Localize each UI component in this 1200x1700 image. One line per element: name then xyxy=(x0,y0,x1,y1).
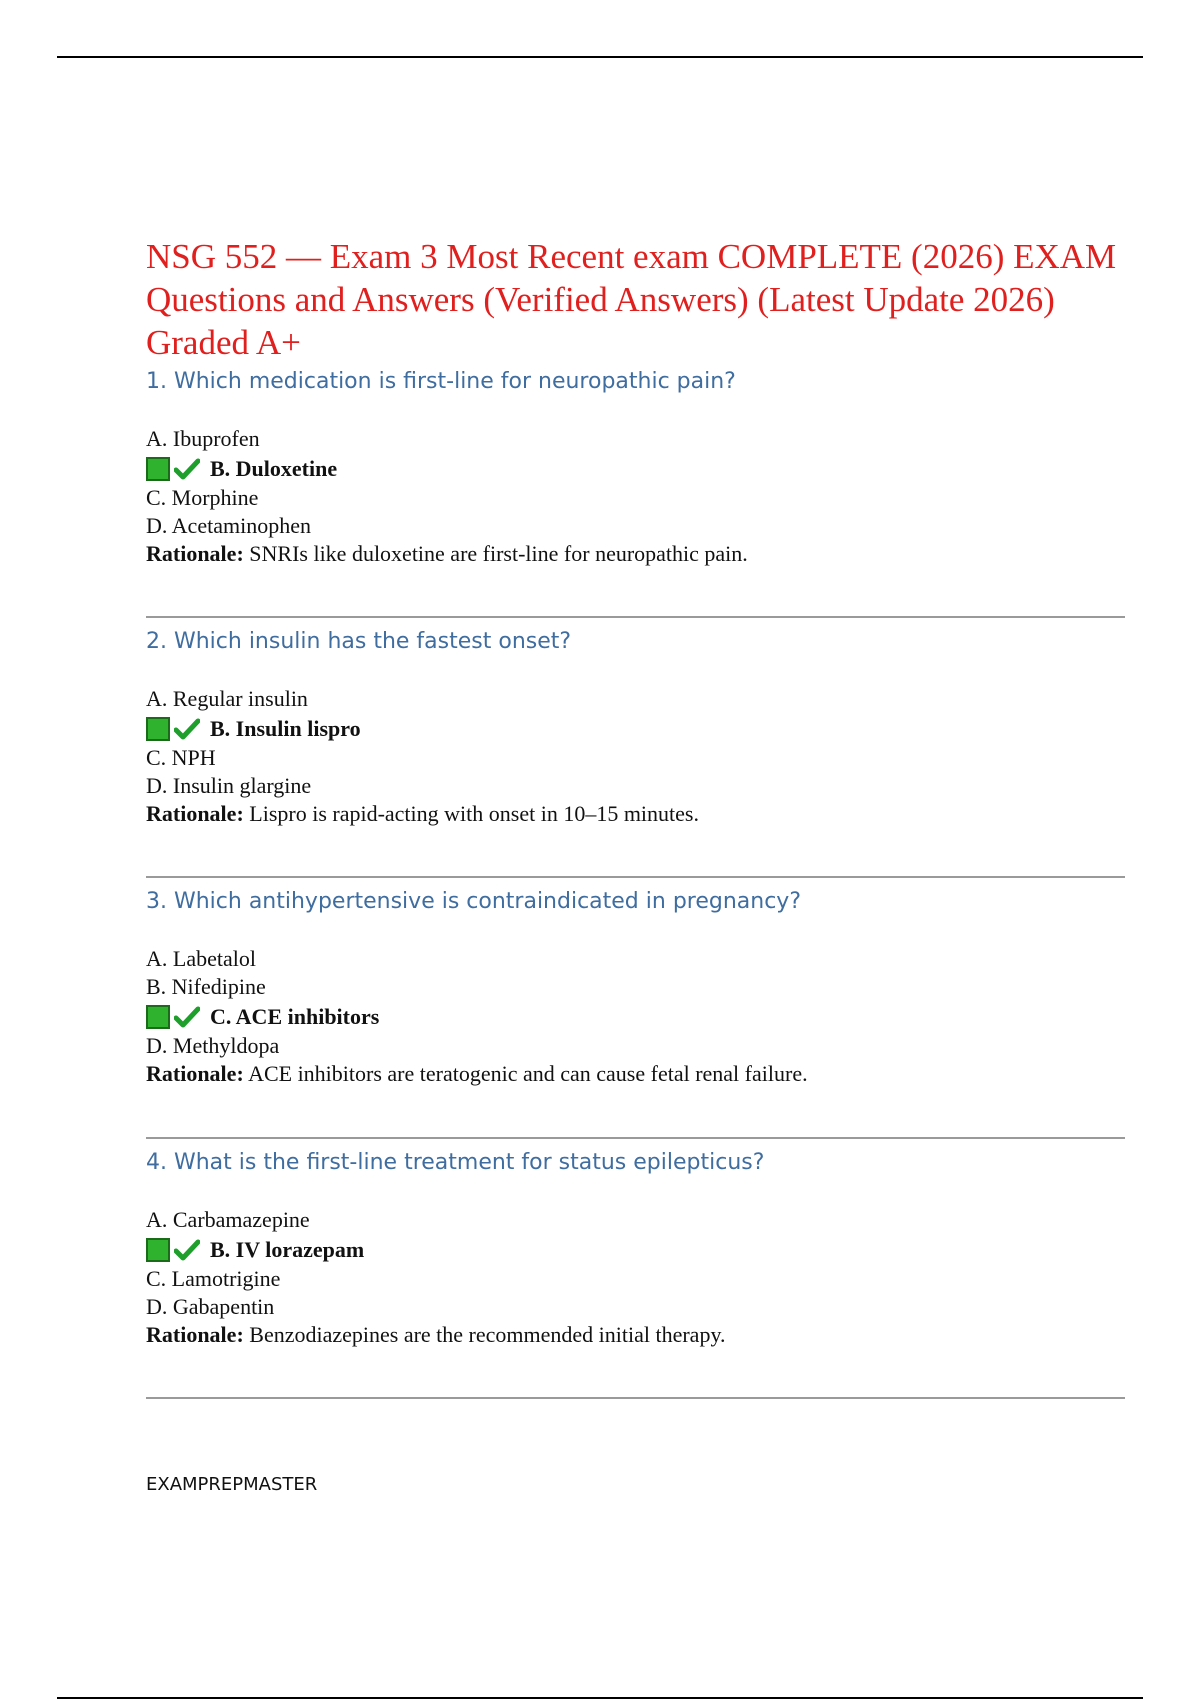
rationale xyxy=(146,540,1126,568)
rationale xyxy=(146,800,1126,828)
option-b-correct xyxy=(146,1234,1126,1265)
question-divider xyxy=(146,1137,1125,1139)
footer-brand: EXAMPREPMASTER xyxy=(146,1474,318,1495)
option-a: A. Carbamazepine xyxy=(146,1207,310,1232)
question-3 xyxy=(146,887,1126,1088)
rationale xyxy=(146,1321,1126,1349)
rationale-text: ACE inhibitors are teratogenic and can cause fetal renal failure. xyxy=(248,1061,808,1086)
green-square-icon xyxy=(146,1005,170,1029)
rationale-text: SNRIs like duloxetine are first-line for neuropathic pain. xyxy=(249,541,748,566)
options-list xyxy=(146,945,1126,1060)
option-d: D. Insulin glargine xyxy=(146,773,312,798)
rationale xyxy=(146,1060,1126,1088)
options-list xyxy=(146,685,1126,800)
page-top-rule xyxy=(57,56,1143,58)
option-c-correct xyxy=(146,1001,1126,1032)
question-1 xyxy=(146,367,1126,568)
option-label: B. Insulin lispro xyxy=(210,715,361,741)
option-label: B. Duloxetine xyxy=(210,455,338,481)
options-list xyxy=(146,425,1126,540)
option-c: C. NPH xyxy=(146,745,216,770)
option-b-correct xyxy=(146,453,1126,484)
option-d: D. Gabapentin xyxy=(146,1294,275,1319)
rationale-label: Rationale: xyxy=(146,1322,244,1347)
checkmark-icon xyxy=(174,1238,200,1262)
rationale-label: Rationale: xyxy=(146,801,244,826)
question-divider xyxy=(146,1397,1125,1399)
page-bottom-rule xyxy=(57,1697,1143,1699)
green-square-icon xyxy=(146,1238,170,1262)
rationale-label: Rationale: xyxy=(146,541,244,566)
question-heading: 1. Which medication is first-line for neuropathic pain? xyxy=(146,369,736,394)
option-d: D. Methyldopa xyxy=(146,1033,280,1058)
option-c: C. Morphine xyxy=(146,485,259,510)
rationale-text: Lispro is rapid-acting with onset in 10–15 minutes. xyxy=(249,801,699,826)
option-a: A. Ibuprofen xyxy=(146,426,260,451)
question-divider xyxy=(146,876,1125,878)
checkmark-icon xyxy=(174,717,200,741)
option-c: C. Lamotrigine xyxy=(146,1266,281,1291)
question-heading: 3. Which antihypertensive is contraindicated in pregnancy? xyxy=(146,889,802,914)
question-heading: 2. Which insulin has the fastest onset? xyxy=(146,629,572,654)
option-a: A. Regular insulin xyxy=(146,686,308,711)
option-a: A. Labetalol xyxy=(146,946,256,971)
rationale-text: Benzodiazepines are the recommended initial therapy. xyxy=(249,1322,726,1347)
checkmark-icon xyxy=(174,457,200,481)
rationale-label: Rationale: xyxy=(146,1061,244,1086)
document-title: NSG 552 — Exam 3 Most Recent exam COMPLETE (2026) EXAM Questions and Answers (Verified Answers) (Latest Update 2026) Graded A+ xyxy=(146,237,1117,362)
option-b-correct xyxy=(146,713,1126,744)
option-label: C. ACE inhibitors xyxy=(210,1003,380,1029)
question-2 xyxy=(146,627,1126,828)
option-d: D. Acetaminophen xyxy=(146,513,311,538)
question-divider xyxy=(146,616,1125,618)
green-square-icon xyxy=(146,717,170,741)
options-list xyxy=(146,1206,1126,1321)
green-square-icon xyxy=(146,457,170,481)
question-heading: 4. What is the first-line treatment for status epilepticus? xyxy=(146,1150,765,1175)
option-label: B. IV lorazepam xyxy=(210,1236,365,1262)
checkmark-icon xyxy=(174,1005,200,1029)
question-4 xyxy=(146,1148,1126,1349)
option-b: B. Nifedipine xyxy=(146,974,266,999)
